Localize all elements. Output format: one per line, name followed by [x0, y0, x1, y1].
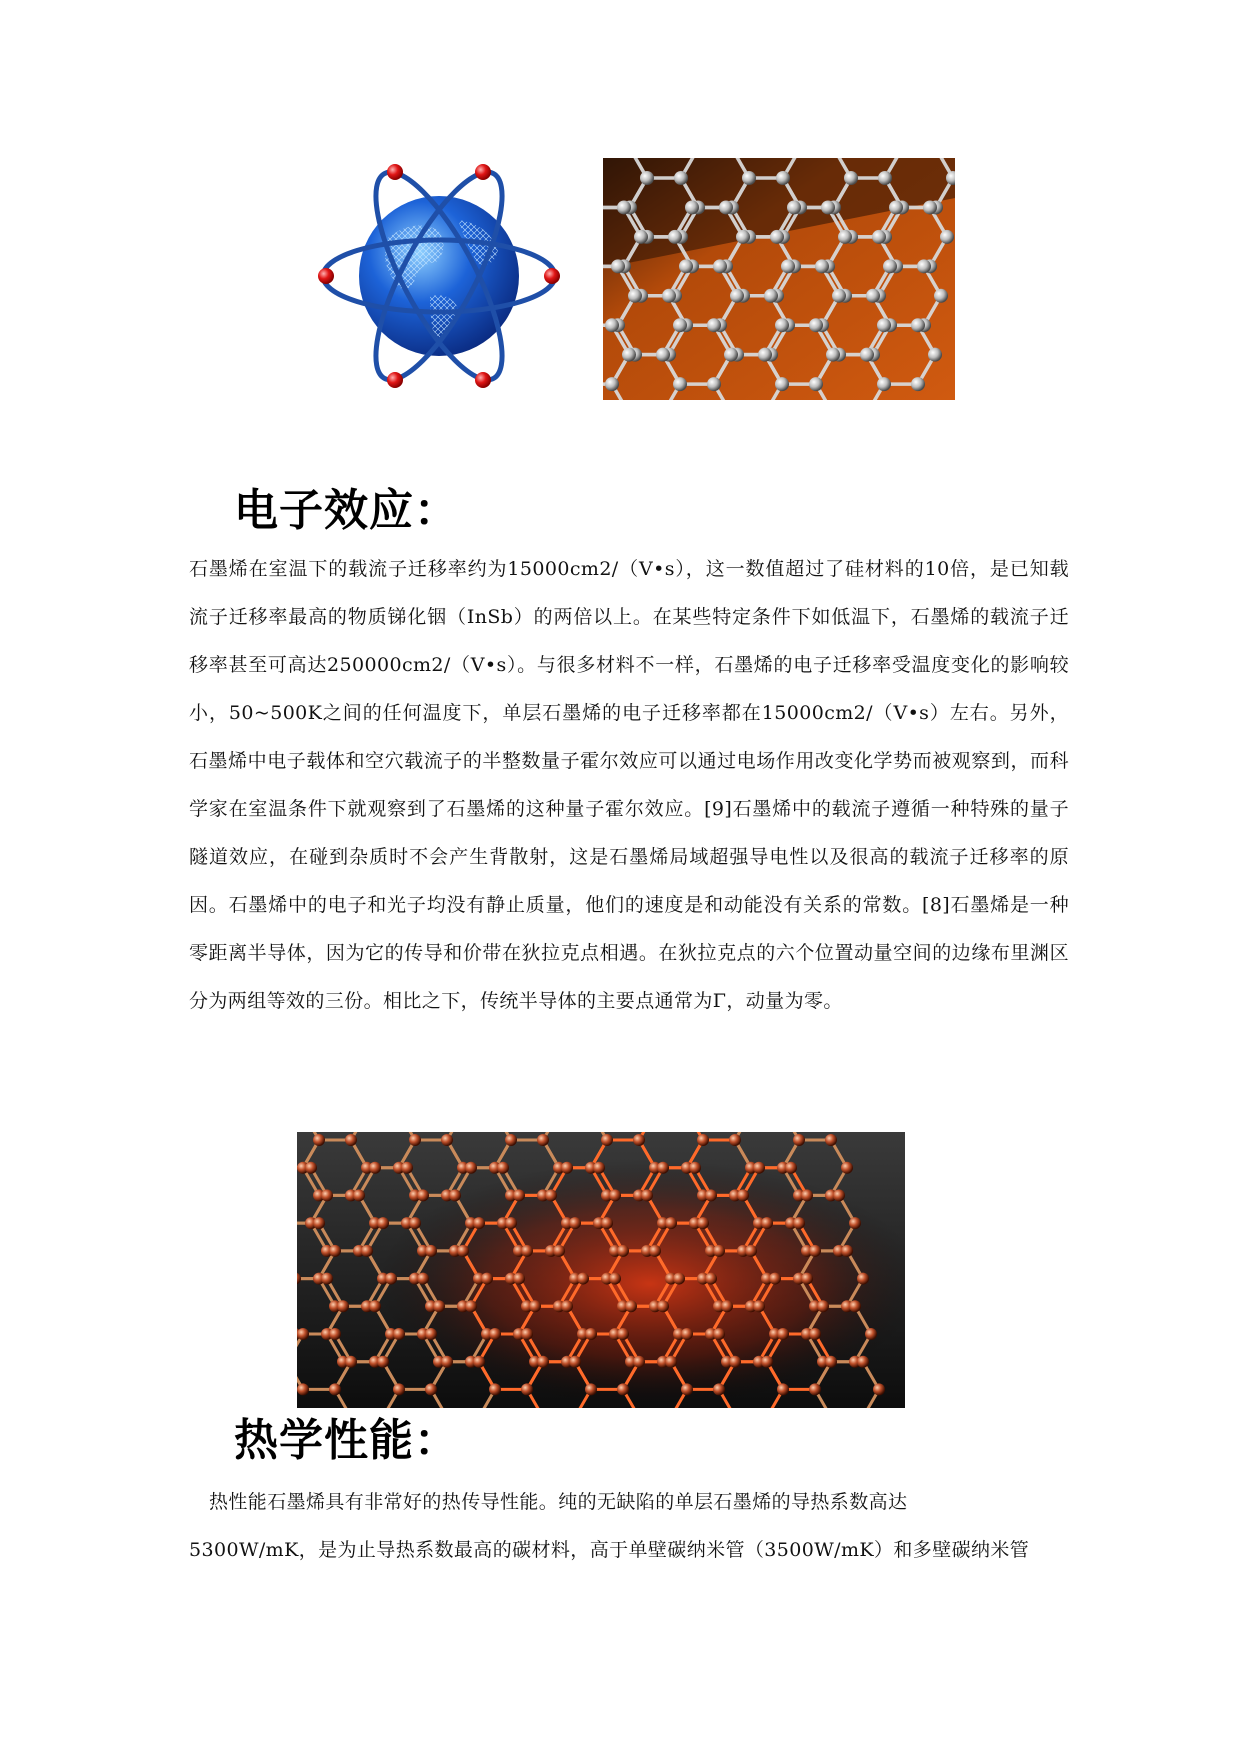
- electron-icon: [544, 268, 560, 284]
- hexagonal-lattice-image: [603, 158, 955, 400]
- electron-icon: [318, 268, 334, 284]
- section-heading-thermal-properties: 热学性能：: [234, 1415, 459, 1466]
- thermal-paragraph-line-2: 5300W/mK，是为止导热系数最高的碳材料，高于单壁碳纳米管（3500W/mK）和多壁碳纳米管: [189, 1539, 1030, 1561]
- electron-icon: [475, 164, 491, 180]
- glowing-graphene-image: [297, 1132, 905, 1408]
- electron-icon: [475, 372, 491, 388]
- globe-atom-image: [318, 158, 560, 400]
- electron-icon: [387, 372, 403, 388]
- electron-icon: [387, 164, 403, 180]
- thermal-paragraph-line-1: 热性能石墨烯具有非常好的热传导性能。纯的无缺陷的单层石墨烯的导热系数高达: [209, 1491, 908, 1513]
- electron-effect-paragraph: 石墨烯在室温下的载流子迁移率约为15000cm2/（V•s），这一数值超过了硅材料的10倍，是已知载流子迁移率最高的物质锑化铟（InSb）的两倍以上。在某些特定条件下如低温下，石墨烯的载流子迁移率甚至可高达250000cm2/（V•s）。与很多材料不一样，石墨烯的电子迁移率受温度变化的影响较小，50~500K之间的任何温度下，单层石墨烯的电子迁移率都在15000cm2/（V•s）左右。另外，石墨烯中电子载体和空穴载流子的半整数量子霍尔效应可以通过电场作用改变化学势而被观察到，而科学家在室温条件下就观察到了石墨烯的这种量子霍尔效应。[9]石墨烯中的载流子遵循一种特殊的量子隧道效应，在碰到杂质时不会产生背散射，这是石墨烯局域超强导电性以及很高的载流子迁移率的原因。石墨烯中的电子和光子均没有静止质量，他们的速度是和动能没有关系的常数。[8]石墨烯是一种零距离半导体，因为它的传导和价带在狄拉克点相遇。在狄拉克点的六个位置动量空间的边缘布里渊区分为两组等效的三份。相比之下，传统半导体的主要点通常为Γ，动量为零。: [189, 558, 1069, 1012]
- section-heading-electron-effect: 电子效应：: [234, 485, 459, 536]
